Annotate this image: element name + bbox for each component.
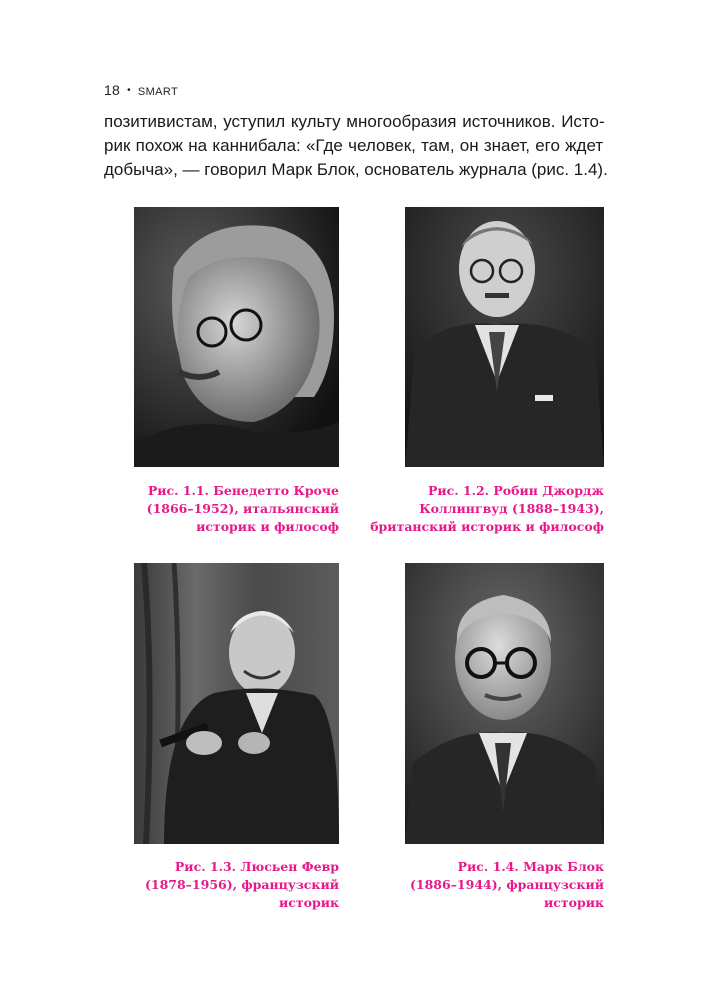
figure-caption-1-4 <box>410 858 604 912</box>
running-head <box>104 82 178 98</box>
caption-line: (1866–1952), итальянский <box>146 501 339 516</box>
header-separator: • <box>127 85 131 96</box>
page-number: 18 <box>104 82 120 98</box>
caption-line: Рис. 1.3. Люсьен Февр <box>174 859 339 874</box>
caption-line: Коллингвуд (1888–1943), <box>419 501 604 516</box>
body-line: добыча», — говорил Марк Блок, основатель журнала (рис. 1.4). <box>104 160 608 179</box>
caption-line: историк <box>543 895 604 910</box>
caption-line: Рис. 1.2. Робин Джордж <box>427 483 604 498</box>
photo-collingwood <box>405 207 604 467</box>
caption-line: (1878–1956), французский <box>144 877 339 892</box>
figure-caption-1-3 <box>145 858 339 912</box>
caption-line: Рис. 1.1. Бенедетто Кроче <box>147 483 339 498</box>
figure-caption-1-2 <box>370 482 604 536</box>
caption-line: британский историк и философ <box>370 519 604 534</box>
body-line: рик похож на каннибала: «Где человек, там, он знает, его ждет <box>104 136 604 155</box>
figure-caption-1-1 <box>147 482 339 536</box>
photo-bloch <box>405 563 604 844</box>
body-line: позитивистам, уступил культу многообразия источников. Исто- <box>104 112 605 131</box>
photo-croce <box>134 207 339 467</box>
series-name: SMART <box>137 86 179 98</box>
caption-line: историк и философ <box>196 519 339 534</box>
caption-line: (1886–1944), французский <box>409 877 604 892</box>
caption-line: историк <box>278 895 339 910</box>
body-paragraph <box>104 110 614 182</box>
photo-febvre <box>134 563 339 844</box>
caption-line: Рис. 1.4. Марк Блок <box>457 859 604 874</box>
